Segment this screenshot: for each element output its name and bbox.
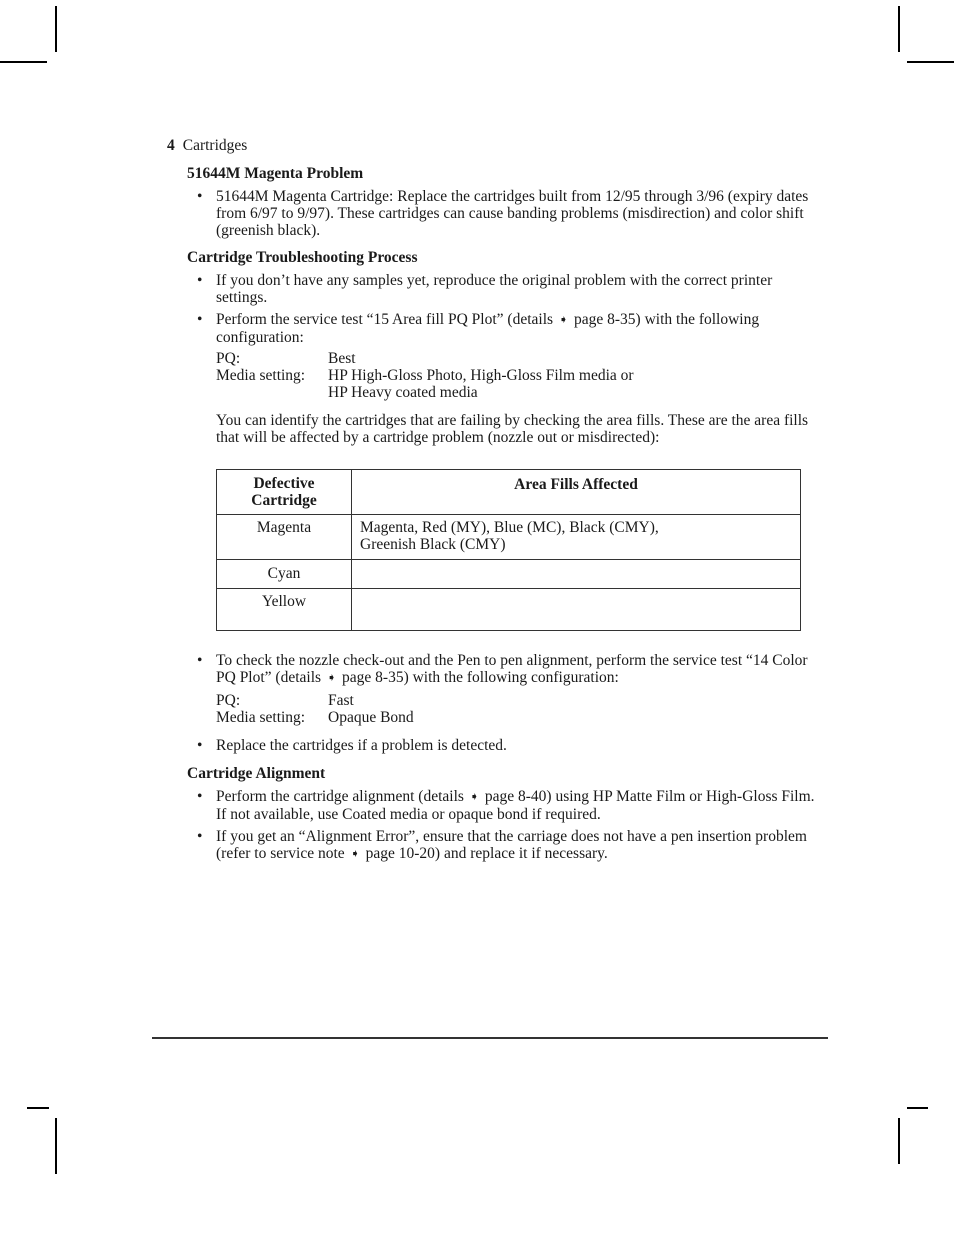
list-item: • To check the nozzle check-out and the Pen to pen alignment, perform the service test “14 Color PQ Plot” (details ➧ page 8-35) with the following configuration: <box>197 652 808 686</box>
crop-mark-top-left-vertical <box>55 6 57 52</box>
table-cell <box>352 589 801 631</box>
config-value: HP High-Gloss Photo, High-Gloss Film media or <box>328 367 634 384</box>
table-header-row <box>217 470 801 515</box>
table-header-cell: Area Fills Affected <box>352 470 801 515</box>
list-item: • 51644M Magenta Cartridge: Replace the cartridges built from 12/95 through 3/96 (expiry dates from 6/97 to 9/97). These cartridges can cause banding problems (misdirection) and color shift (greenish black). <box>197 188 809 239</box>
table-cell: Cyan <box>217 560 352 589</box>
crop-mark-bottom-left-vertical <box>55 1118 57 1174</box>
config-label: Media setting: <box>216 709 306 726</box>
footer-rule <box>152 1037 828 1039</box>
section-title-magenta: 51644M Magenta Problem <box>187 165 364 182</box>
magenta-bullets <box>187 188 827 239</box>
section-title-alignment: Cartridge Alignment <box>187 765 326 782</box>
running-header <box>167 137 247 154</box>
arrow-icon: ➧ <box>350 848 360 860</box>
bullet-icon: • <box>197 188 203 205</box>
table-row <box>217 560 801 589</box>
table-cell <box>352 560 801 589</box>
table-header-cell: Defective Cartridge <box>217 470 352 515</box>
list-item: • Replace the cartridges if a problem is detected. <box>197 737 507 754</box>
bullet-icon: • <box>197 737 203 754</box>
bullet-icon: • <box>197 652 203 669</box>
crop-mark-bottom-right-vertical <box>898 1118 900 1164</box>
table-cell: Yellow <box>217 589 352 631</box>
list-item: • Perform the service test “15 Area fill PQ Plot” (details ➧ page 8-35) with the following configuration: <box>197 311 760 346</box>
config-value: Best <box>328 350 356 367</box>
config-label: PQ: <box>216 692 241 709</box>
table-cell: Magenta, Red (MY), Blue (MC), Black (CMY), Greenish Black (CMY) <box>352 515 801 560</box>
area-fills-table <box>216 469 801 631</box>
config-block <box>216 350 827 401</box>
config-value: Opaque Bond <box>328 709 414 726</box>
troubleshooting-bullets <box>187 272 827 346</box>
troubleshooting-bullets-3 <box>187 737 827 754</box>
paragraph: You can identify the cartridges that are failing by checking the area fills. These are the area fills that will be affected by a cartridge problem (nozzle out or misdirected): <box>216 412 809 446</box>
list-item: • Perform the cartridge alignment (details ➧ page 8-40) using HP Matte Film or High-Gloss Film. If not available, use Coated media or opaque bond if required. <box>197 788 815 823</box>
arrow-icon: ➧ <box>558 314 569 326</box>
config-value: HP Heavy coated media <box>328 384 478 401</box>
bullet-icon: • <box>197 272 203 289</box>
table-row <box>217 515 801 560</box>
crop-mark-bottom-left-horizontal <box>27 1107 49 1109</box>
list-item: • If you don’t have any samples yet, reproduce the original problem with the correct printer settings. <box>197 272 773 306</box>
chapter-title: Cartridges <box>182 137 248 154</box>
config-label: PQ: <box>216 350 241 367</box>
config-block <box>216 692 827 726</box>
page-content <box>187 165 827 863</box>
troubleshooting-bullets-2 <box>187 652 827 687</box>
bullet-icon: • <box>197 311 203 328</box>
chapter-number: 4 <box>167 137 175 154</box>
table-cell: Magenta <box>217 515 352 560</box>
table-row <box>217 589 801 631</box>
crop-mark-top-right-horizontal <box>907 61 954 63</box>
bullet-icon: • <box>197 788 203 805</box>
arrow-icon: ➧ <box>469 791 480 803</box>
arrow-icon: ➧ <box>326 672 337 684</box>
crop-mark-top-right-vertical <box>898 6 900 52</box>
bullet-icon: • <box>197 828 203 845</box>
config-value: Fast <box>328 692 354 709</box>
crop-mark-bottom-right-horizontal <box>907 1107 928 1109</box>
alignment-bullets <box>187 788 827 863</box>
crop-mark-top-left-horizontal <box>0 61 47 63</box>
config-label: Media setting: <box>216 367 306 384</box>
section-title-troubleshooting: Cartridge Troubleshooting Process <box>187 249 418 266</box>
list-item: • If you get an “Alignment Error”, ensure that the carriage does not have a pen insertion problem (refer to service note ➧ page 10-20) and replace it if necessary. <box>197 828 807 862</box>
